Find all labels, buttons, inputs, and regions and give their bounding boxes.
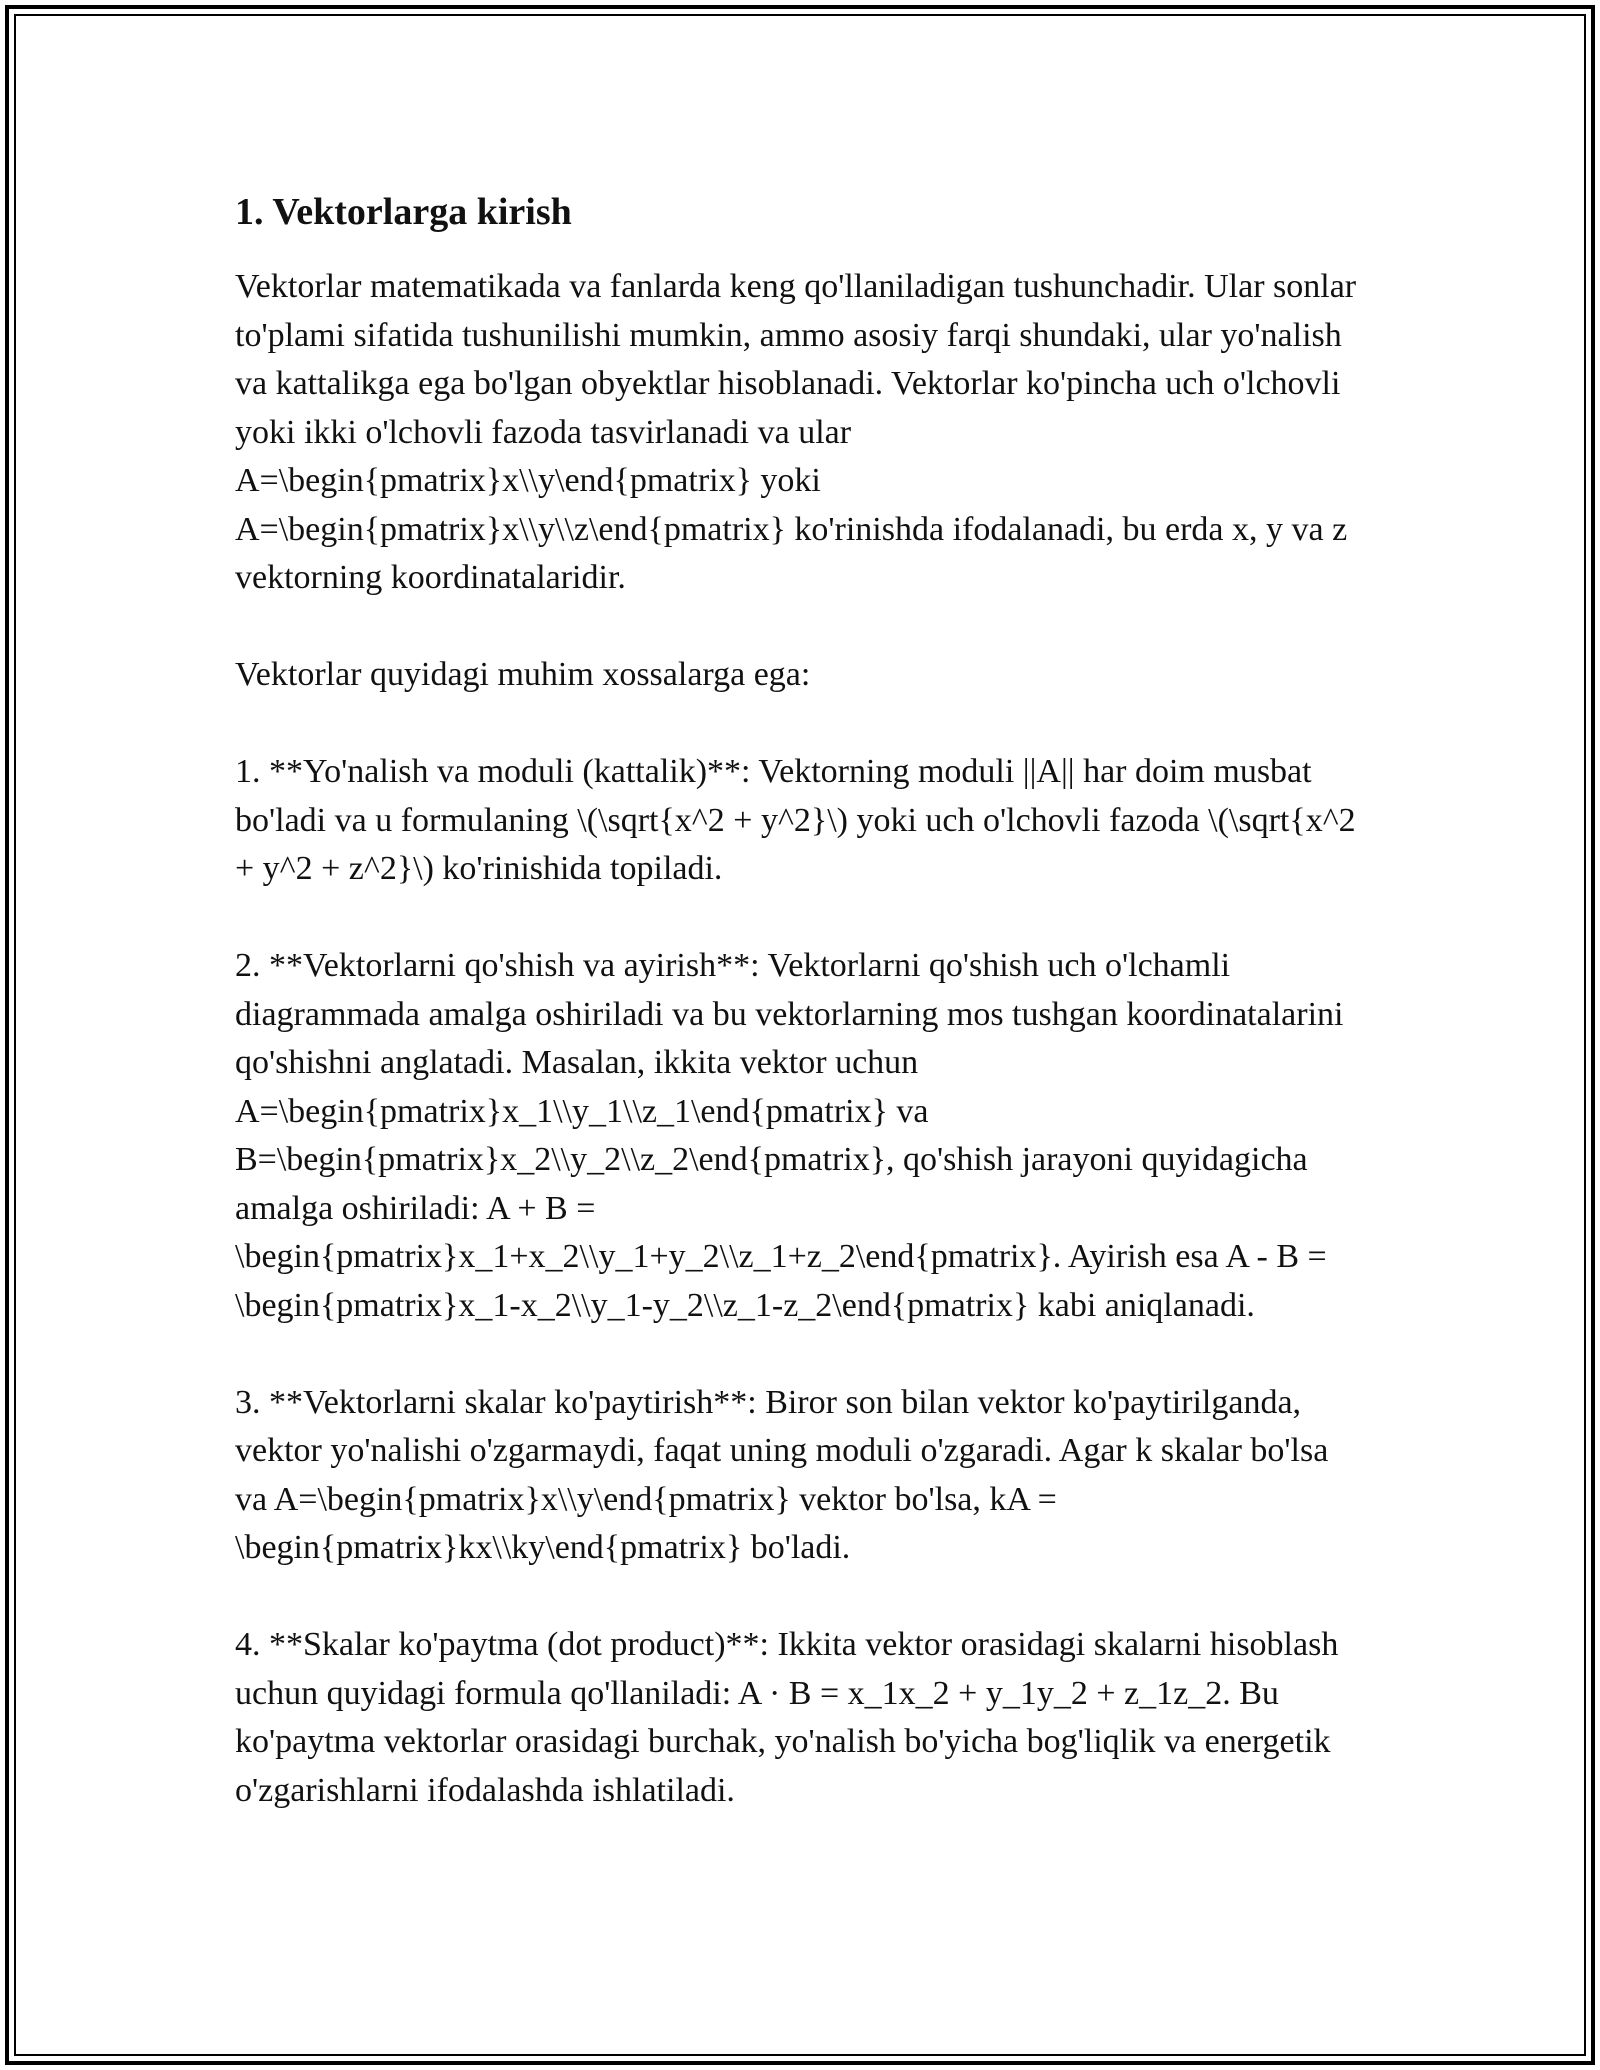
property-2-paragraph: 2. **Vektorlarni qo'shish va ayirish**: Vektorlarni qo'shish uch o'lchamli diagrammada amalga oshiriladi va bu vektorlarning mos tushgan koordinatalarini qo'shishni anglatadi. Masalan, ikkita vektor uchun A=\begin{pmatrix}x_1\\y_1\\z_1\end{pmatrix} va B=\begin{pmatrix}x_2\\y_2\\z_2\end{pmatrix}, qo'shish jarayoni quyidagicha amalga oshiriladi: A + B = \begin{pmatrix}x_1+x_2\\y_1+y_2\\z_1+z_2\end{pmatrix}. Ayirish esa A - B = \begin{pmatrix}x_1-x_2\\y_1-y_2\\z_1-z_2\end{pmatrix} kabi aniqlanadi. bbox=[235, 947, 1344, 1324]
properties-intro-paragraph: Vektorlar quyidagi muhim xossalarga ega: bbox=[235, 656, 811, 694]
section-heading: 1. Vektorlarga kirish bbox=[235, 191, 572, 233]
property-4-paragraph: 4. **Skalar ko'paytma (dot product)**: Ikkita vektor orasidagi skalarni hisoblash uchun quyidagi formula qo'llaniladi: A · B = x_1x_2 + y_1y_2 + z_1z_2. Bu ko'paytma vektorlar orasidagi burchak, yo'nalish bo'yicha bog'liqlik va energetik o'zgarishlarni ifodalashda ishlatiladi. bbox=[235, 1626, 1339, 1809]
document-body bbox=[235, 180, 1365, 1815]
property-1-paragraph: 1. **Yo'nalish va moduli (kattalik)**: Vektorning moduli ||A|| har doim musbat bo'ladi va u formulaning \(\sqrt{x^2 + y^2}\) yoki uch o'lchovli fazoda \(\sqrt{x^2 + y^2 + z^2}\) ko'rinishida topiladi. bbox=[235, 753, 1356, 888]
intro-paragraph: Vektorlar matematikada va fanlarda keng qo'llaniladigan tushunchadir. Ular sonlar to'plami sifatida tushunilishi mumkin, ammo asosiy farqi shundaki, ular yo'nalish va kattalikga ega bo'lgan obyektlar hisoblanadi. Vektorlar ko'pincha uch o'lchovli yoki ikki o'lchovli fazoda tasvirlanadi va ular A=\begin{pmatrix}x\\y\end{pmatrix} yoki A=\begin{pmatrix}x\\y\\z\end{pmatrix} ko'rinishda ifodalanadi, bu erda x, y va z vektorning koordinatalaridir. bbox=[235, 268, 1357, 597]
property-3-paragraph: 3. **Vektorlarni skalar ko'paytirish**: Biror son bilan vektor ko'paytirilganda, vektor yo'nalishi o'zgarmaydi, faqat uning moduli o'zgaradi. Agar k skalar bo'lsa va A=\begin{pmatrix}x\\y\end{pmatrix} vektor bo'lsa, kA = \begin{pmatrix}kx\\ky\end{pmatrix} bo'ladi. bbox=[235, 1383, 1329, 1567]
